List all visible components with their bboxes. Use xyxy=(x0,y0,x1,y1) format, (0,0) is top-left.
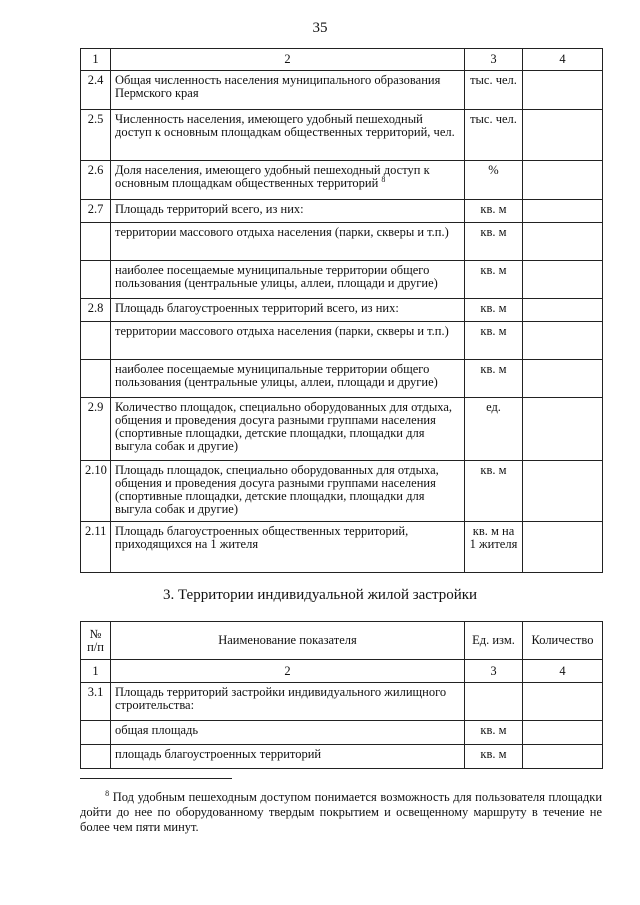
indicator-name xyxy=(111,200,465,223)
indicator-name xyxy=(111,360,465,398)
indicator-name-text: Общая численность населения муниципального образования Пермского края xyxy=(115,73,441,100)
unit-cell xyxy=(465,223,523,261)
indicator-name-text: Доля населения, имеющего удобный пешеходный доступ к основным площадкам общественных территорий xyxy=(115,163,430,190)
indicator-name-text: Площадь благоустроенных территорий всего, из них: xyxy=(115,301,399,315)
unit-cell xyxy=(465,360,523,398)
value-cell xyxy=(523,200,603,223)
row-number xyxy=(81,299,111,322)
footnote-mark: 8 xyxy=(105,788,110,798)
unit-cell-text: % xyxy=(488,163,499,177)
unit-cell xyxy=(465,261,523,299)
table-header-row xyxy=(81,49,603,71)
header-number: № п/п xyxy=(81,622,111,660)
header-col-2: 2 xyxy=(111,49,465,71)
indicators-table xyxy=(80,48,603,573)
row-number-text: 2.6 xyxy=(87,163,104,177)
indicator-name-text: Площадь территорий всего, из них: xyxy=(115,202,304,216)
individual-housing-table xyxy=(80,621,603,769)
header-indicator-name: Наименование показателя xyxy=(111,622,465,660)
value-cell xyxy=(523,110,603,161)
unit-cell xyxy=(465,71,523,110)
indicator-name xyxy=(111,683,465,721)
unit-cell-text: кв. м на 1 жителя xyxy=(469,524,518,551)
unit-cell-text: тыс. чел. xyxy=(470,73,517,87)
section-title: 3. Территории индивидуальной жилой застройки xyxy=(162,587,478,603)
indicator-name xyxy=(111,745,465,769)
unit-cell-text: кв. м xyxy=(480,747,507,761)
header-quantity: Количество xyxy=(523,622,603,660)
indicator-name xyxy=(111,299,465,322)
row-number xyxy=(81,223,111,261)
indicator-name-text: общая площадь xyxy=(115,723,199,737)
row-number xyxy=(81,721,111,745)
unit-cell-text: кв. м xyxy=(480,362,507,376)
indicator-name xyxy=(111,721,465,745)
value-cell xyxy=(523,398,603,461)
unit-cell xyxy=(465,522,523,573)
row-number-text: 2.9 xyxy=(87,400,104,414)
indicator-name xyxy=(111,322,465,360)
header-num-3: 3 xyxy=(465,660,523,683)
header-col-4: 4 xyxy=(523,49,603,71)
table-row xyxy=(81,200,603,223)
row-number xyxy=(81,200,111,223)
table-row xyxy=(81,745,603,769)
indicator-name xyxy=(111,71,465,110)
header-num-2: 2 xyxy=(111,660,465,683)
table-row xyxy=(81,721,603,745)
row-number xyxy=(81,745,111,769)
unit-cell xyxy=(465,110,523,161)
value-cell xyxy=(523,71,603,110)
value-cell xyxy=(523,721,603,745)
header-col-1: 1 xyxy=(81,49,111,71)
table-row xyxy=(81,360,603,398)
row-number-text: 2.11 xyxy=(85,524,107,538)
table-row xyxy=(81,223,603,261)
row-number-text: 2.4 xyxy=(87,73,104,87)
unit-cell-text: кв. м xyxy=(480,463,507,477)
row-number-text: 2.8 xyxy=(87,301,104,315)
unit-cell-text: кв. м xyxy=(480,723,507,737)
unit-cell xyxy=(465,161,523,200)
unit-cell xyxy=(465,683,523,721)
table-row xyxy=(81,71,603,110)
unit-cell-text: ед. xyxy=(486,400,501,414)
value-cell xyxy=(523,261,603,299)
table-row xyxy=(81,398,603,461)
row-number-text: 3.1 xyxy=(87,685,104,699)
unit-cell xyxy=(465,745,523,769)
header-unit: Ед. изм. xyxy=(465,622,523,660)
table-header-num-row xyxy=(81,660,603,683)
unit-cell xyxy=(465,200,523,223)
indicator-name xyxy=(111,223,465,261)
indicator-name-text: наиболее посещаемые муниципальные территории общего пользования (центральные улицы, аллеи, площади и другие) xyxy=(115,362,438,389)
table-row xyxy=(81,522,603,573)
unit-cell xyxy=(465,461,523,522)
table-row xyxy=(81,261,603,299)
row-number-text: 2.10 xyxy=(85,463,107,477)
row-number xyxy=(81,683,111,721)
unit-cell xyxy=(465,322,523,360)
row-number xyxy=(81,322,111,360)
unit-cell-text: кв. м xyxy=(480,301,507,315)
value-cell xyxy=(523,745,603,769)
table-row xyxy=(81,110,603,161)
value-cell xyxy=(523,299,603,322)
table-header-row xyxy=(81,622,603,660)
indicator-name-text: Площадь благоустроенных общественных территорий, приходящихся на 1 жителя xyxy=(115,524,409,551)
unit-cell xyxy=(465,398,523,461)
row-number xyxy=(81,461,111,522)
indicator-name-text: площадь благоустроенных территорий xyxy=(115,747,322,761)
header-col-3: 3 xyxy=(465,49,523,71)
row-number-text: 2.5 xyxy=(87,112,104,126)
unit-cell xyxy=(465,299,523,322)
indicator-name xyxy=(111,261,465,299)
table-row xyxy=(81,461,603,522)
value-cell xyxy=(523,161,603,200)
unit-cell xyxy=(465,721,523,745)
unit-cell-text: кв. м xyxy=(480,225,507,239)
footnote-ref[interactable]: 8 xyxy=(381,174,386,184)
indicator-name xyxy=(111,161,465,200)
footnote-text: Под удобным пешеходным доступом понимается возможность для пользователя площадки дойти до нее по оборудованному твердым покрытием и освещенному маршруту в течение не более чем пяти минут. xyxy=(80,790,603,834)
value-cell xyxy=(523,322,603,360)
unit-cell-text: тыс. чел. xyxy=(470,112,517,126)
row-number xyxy=(81,110,111,161)
indicator-name xyxy=(111,522,465,573)
value-cell xyxy=(523,522,603,573)
indicator-name-text: наиболее посещаемые муниципальные территории общего пользования (центральные улицы, аллеи, площади и другие) xyxy=(115,263,438,290)
row-number xyxy=(81,161,111,200)
table-row xyxy=(81,322,603,360)
value-cell xyxy=(523,223,603,261)
page-number: 35 xyxy=(312,20,328,36)
indicator-name-text: Площадь площадок, специально оборудованных для отдыха, общения и проведения досуга разными группами населения (спортивные площадки, детские площадки, площадки для выгула собак и другие) xyxy=(115,463,439,516)
table-row xyxy=(81,299,603,322)
indicator-name xyxy=(111,398,465,461)
row-number-text: 2.7 xyxy=(87,202,104,216)
row-number xyxy=(81,71,111,110)
indicator-name-text: Численность населения, имеющего удобный пешеходный доступ к основным площадкам общественных территорий, чел. xyxy=(115,112,455,139)
row-number xyxy=(81,261,111,299)
value-cell xyxy=(523,360,603,398)
indicator-name-text: Площадь территорий застройки индивидуального жилищного строительства: xyxy=(115,685,447,712)
value-cell xyxy=(523,683,603,721)
row-number xyxy=(81,360,111,398)
table-row xyxy=(81,161,603,200)
unit-cell-text: кв. м xyxy=(480,263,507,277)
indicator-name xyxy=(111,110,465,161)
unit-cell-text: кв. м xyxy=(480,202,507,216)
indicator-name-text: территории массового отдыха населения (парки, скверы и т.п.) xyxy=(115,225,449,239)
footnote-divider xyxy=(80,778,232,779)
header-num-1: 1 xyxy=(81,660,111,683)
table-row xyxy=(81,683,603,721)
footnote xyxy=(80,790,602,835)
unit-cell-text: кв. м xyxy=(480,324,507,338)
indicator-name-text: территории массового отдыха населения (парки, скверы и т.п.) xyxy=(115,324,449,338)
value-cell xyxy=(523,461,603,522)
header-num-4: 4 xyxy=(523,660,603,683)
indicator-name xyxy=(111,461,465,522)
indicator-name-text: Количество площадок, специально оборудованных для отдыха, общения и проведения досуга разными группами населения (спортивные площадки, детские площадки, площадки для выгула собак и другие) xyxy=(115,400,453,453)
row-number xyxy=(81,398,111,461)
row-number xyxy=(81,522,111,573)
